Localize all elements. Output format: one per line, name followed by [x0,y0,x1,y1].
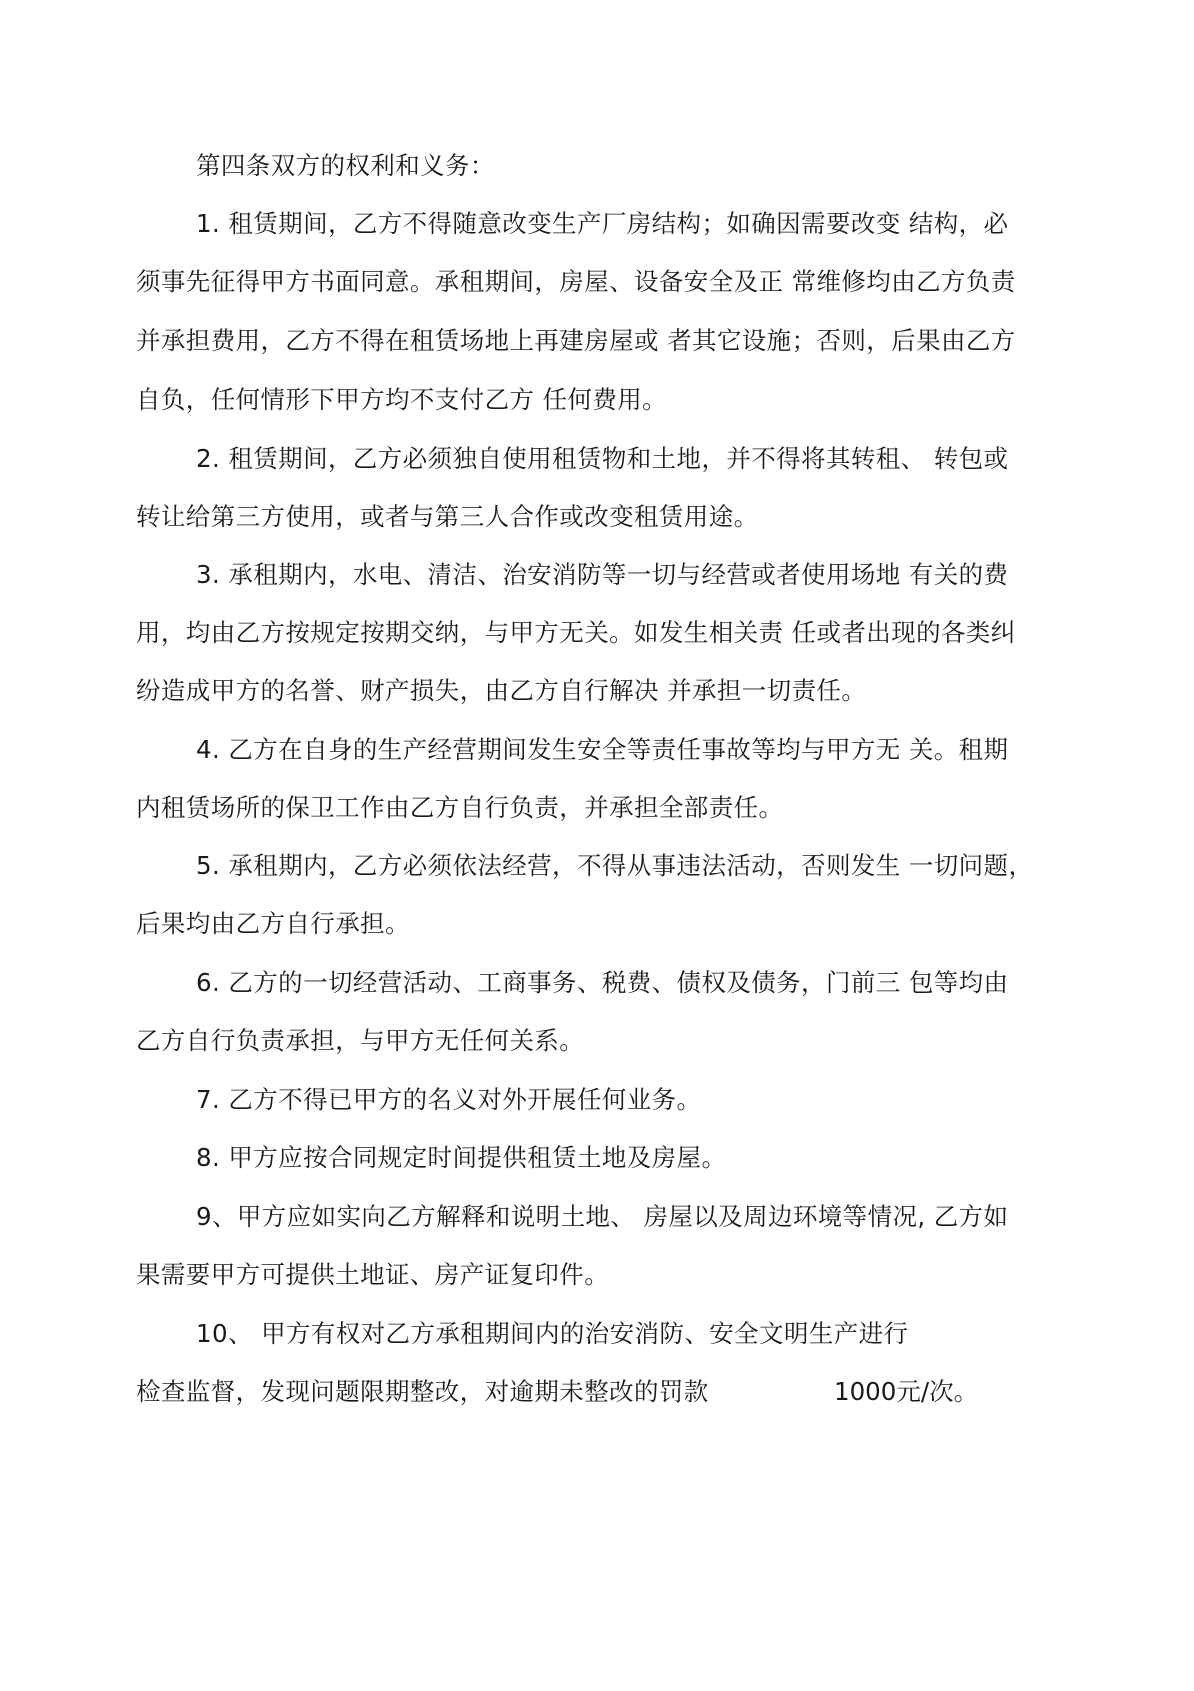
clause-2-line-2: 转让给第三方使用，或者与第三人合作或改变租赁用途。 [136,502,759,531]
clause-4-line-1: 4. 乙方在自身的生产经营期间发生安全等责任事故等均与甲方无 关。租期 [196,735,1009,764]
clause-6-line-1: 6. 乙方的一切经营活动、工商事务、税费、债权及债务，门前三 包等均由 [196,968,1009,997]
clause-7-line-1: 7. 乙方不得已甲方的名义对外开展任何业务。 [196,1085,702,1114]
clause-5-line-2: 后果均由乙方自行承担。 [136,909,410,938]
clause-2-line-1: 2. 租赁期间，乙方必须独自使用租赁物和土地，并不得将其转租、 转包或 [196,444,1009,473]
clause-9-line-2: 果需要甲方可提供土地证、房产证复印件。 [136,1260,610,1289]
clause-4-line-2: 内租赁场所的保卫工作由乙方自行负责，并承担全部责任。 [136,793,784,822]
clause-3-line-3: 纷造成甲方的名誉、财产损失，由乙方自行解决 并承担一切责任。 [136,676,867,705]
clause-5-line-1: 5. 承租期内，乙方必须依法经营，不得从事违法活动，否则发生 一切问题， [196,851,1034,880]
clause-10-line-2: 检查监督，发现问题限期整改，对逾期未整改的罚款 [136,1377,709,1406]
clause-8-line-1: 8. 甲方应按合同规定时间提供租赁土地及房屋。 [196,1143,727,1172]
section-heading: 第四条双方的权利和义务： [196,151,495,180]
clause-1-line-2: 须事先征得甲方书面同意。承租期间，房屋、设备安全及正 常维修均由乙方负责 [136,267,1016,296]
clause-6-line-2: 乙方自行负责承担，与甲方无任何关系。 [136,1026,585,1055]
clause-3-line-2: 用，均由乙方按规定按期交纳，与甲方无关。如发生相关责 任或者出现的各类纠 [136,618,1016,647]
penalty-amount: 1000元/次。 [834,1377,979,1406]
clause-1-line-1: 1. 租赁期间，乙方不得随意改变生产厂房结构；如确因需要改变 结构，必 [196,209,1009,238]
clause-10-line-1: 10、 甲方有权对乙方承租期间内的治安消防、安全文明生产进行 [196,1319,909,1348]
clause-9-line-1: 9、甲方应如实向乙方解释和说明土地、 房屋以及周边环境等情况, 乙方如 [196,1202,1009,1231]
clause-1-line-3: 并承担费用，乙方不得在租赁场地上再建房屋或 者其它设施；否则，后果由乙方 [136,326,1016,355]
clause-1-line-4: 自负，任何情形下甲方均不支付乙方 任何费用。 [136,385,668,414]
clause-3-line-1: 3. 承租期内，水电、清洁、治安消防等一切与经营或者使用场地 有关的费 [196,560,1009,589]
